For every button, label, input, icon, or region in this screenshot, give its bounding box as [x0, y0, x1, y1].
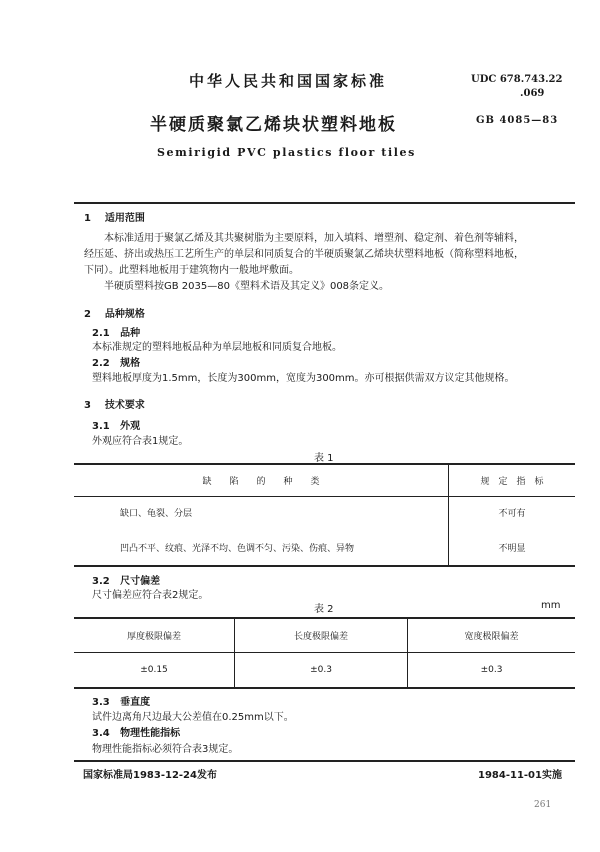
section-2-heading	[84, 305, 145, 320]
section-number: 1	[84, 213, 91, 224]
subsection-number: 2.2	[92, 358, 110, 369]
udc-code: UDC 678.743.22	[471, 74, 563, 85]
standard-org-title: 中华人民共和国国家标准	[189, 72, 388, 90]
column-header: 缺 陷 的 种 类	[74, 464, 449, 496]
paragraph-line: 物理性能指标必须符合表3规定。	[92, 744, 239, 755]
table-1-caption: 表 1	[314, 453, 334, 464]
document-title: 半硬质聚氯乙烯块状塑料地板	[150, 115, 397, 135]
paragraph-line: 试件边离角尺边最大公差值在0.25mm以下。	[92, 712, 294, 723]
paragraph-line: 塑料地板厚度为1.5mm，长度为300mm，宽度为300mm。亦可根据供需双方议定其他规格。	[92, 373, 515, 384]
table-2	[74, 617, 575, 689]
paragraph-line: 经压延、挤出或热压工艺所生产的单层和同质复合的半硬质聚氯乙烯块状塑料地板（简称塑料地板，	[84, 249, 524, 260]
subsection-title: 品种	[120, 328, 141, 339]
table-cell: ±0.15	[74, 652, 235, 688]
column-header: 长度极限偏差	[235, 618, 408, 652]
subsection-3-3-heading	[92, 693, 150, 708]
column-header: 规 定 指 标	[480, 476, 544, 487]
table-cell: 不明显	[498, 543, 526, 554]
section-title: 技术要求	[104, 400, 145, 411]
udc-code-suffix: .069	[520, 88, 545, 99]
effective-date: 1984-11-01实施	[478, 770, 562, 781]
table-cell: 缺口、龟裂、分层	[74, 496, 449, 529]
paragraph-line: 外观应符合表1规定。	[92, 436, 189, 447]
subsection-number: 3.3	[92, 697, 110, 708]
section-1-heading	[84, 209, 145, 224]
subsection-3-4-heading	[92, 724, 180, 739]
subsection-3-2-heading	[92, 572, 160, 587]
subsection-title: 外观	[120, 421, 141, 432]
subsection-title: 物理性能指标	[120, 728, 181, 739]
table-cell: 凹凸不平、纹痕、光泽不均、色调不匀、污染、伤痕、异物	[74, 529, 449, 566]
subsection-number: 3.4	[92, 728, 110, 739]
page-number: 261	[534, 800, 552, 810]
subsection-number: 2.1	[92, 328, 110, 339]
table-cell: ±0.3	[235, 652, 408, 688]
footer-rule	[74, 760, 575, 762]
subsection-title: 尺寸偏差	[120, 576, 161, 587]
subsection-number: 3.1	[92, 421, 110, 432]
column-header: 厚度极限偏差	[74, 618, 235, 652]
table-header-row	[74, 618, 575, 652]
table-1	[74, 463, 575, 567]
subsection-title: 垂直度	[120, 697, 151, 708]
table-cell: ±0.3	[480, 664, 503, 675]
document-title-english: Semirigid PVC plastics floor tiles	[157, 146, 416, 159]
section-title: 适用范围	[104, 213, 145, 224]
paragraph-line: 下同）。此塑料地板用于建筑物内一般地坪敷面。	[84, 265, 299, 276]
table-cell: 不可有	[498, 509, 526, 520]
section-number: 2	[84, 309, 91, 320]
subsection-2-1-heading	[92, 324, 140, 339]
table-2-unit: mm	[541, 600, 561, 611]
subsection-title: 规格	[120, 358, 141, 369]
table-row	[74, 652, 575, 688]
section-title: 品种规格	[104, 309, 145, 320]
subsection-number: 3.2	[92, 576, 110, 587]
gb-code: GB 4085—83	[476, 115, 559, 126]
paragraph-line: 本标准规定的塑料地板品种为单层地板和同质复合地板。	[92, 342, 342, 353]
subsection-2-2-heading	[92, 354, 140, 369]
header-rule	[74, 202, 575, 204]
subsection-3-1-heading	[92, 417, 140, 432]
table-row	[74, 529, 575, 566]
table-header-row	[74, 464, 575, 496]
section-number: 3	[84, 400, 91, 411]
table-row	[74, 496, 575, 529]
column-header: 宽度极限偏差	[464, 631, 519, 642]
issue-date: 国家标准局1983-12-24发布	[83, 770, 217, 781]
table-2-caption: 表 2	[314, 604, 334, 615]
paragraph-line: 本标准适用于聚氯乙烯及其共聚树脂为主要原料，加入填料、增塑剂、稳定剂、着色剂等辅料，	[104, 233, 524, 244]
section-3-heading	[84, 396, 145, 411]
paragraph-line: 半硬质塑料按GB 2035—80《塑料术语及其定义》008条定义。	[104, 281, 390, 292]
paragraph-line: 尺寸偏差应符合表2规定。	[92, 590, 209, 601]
